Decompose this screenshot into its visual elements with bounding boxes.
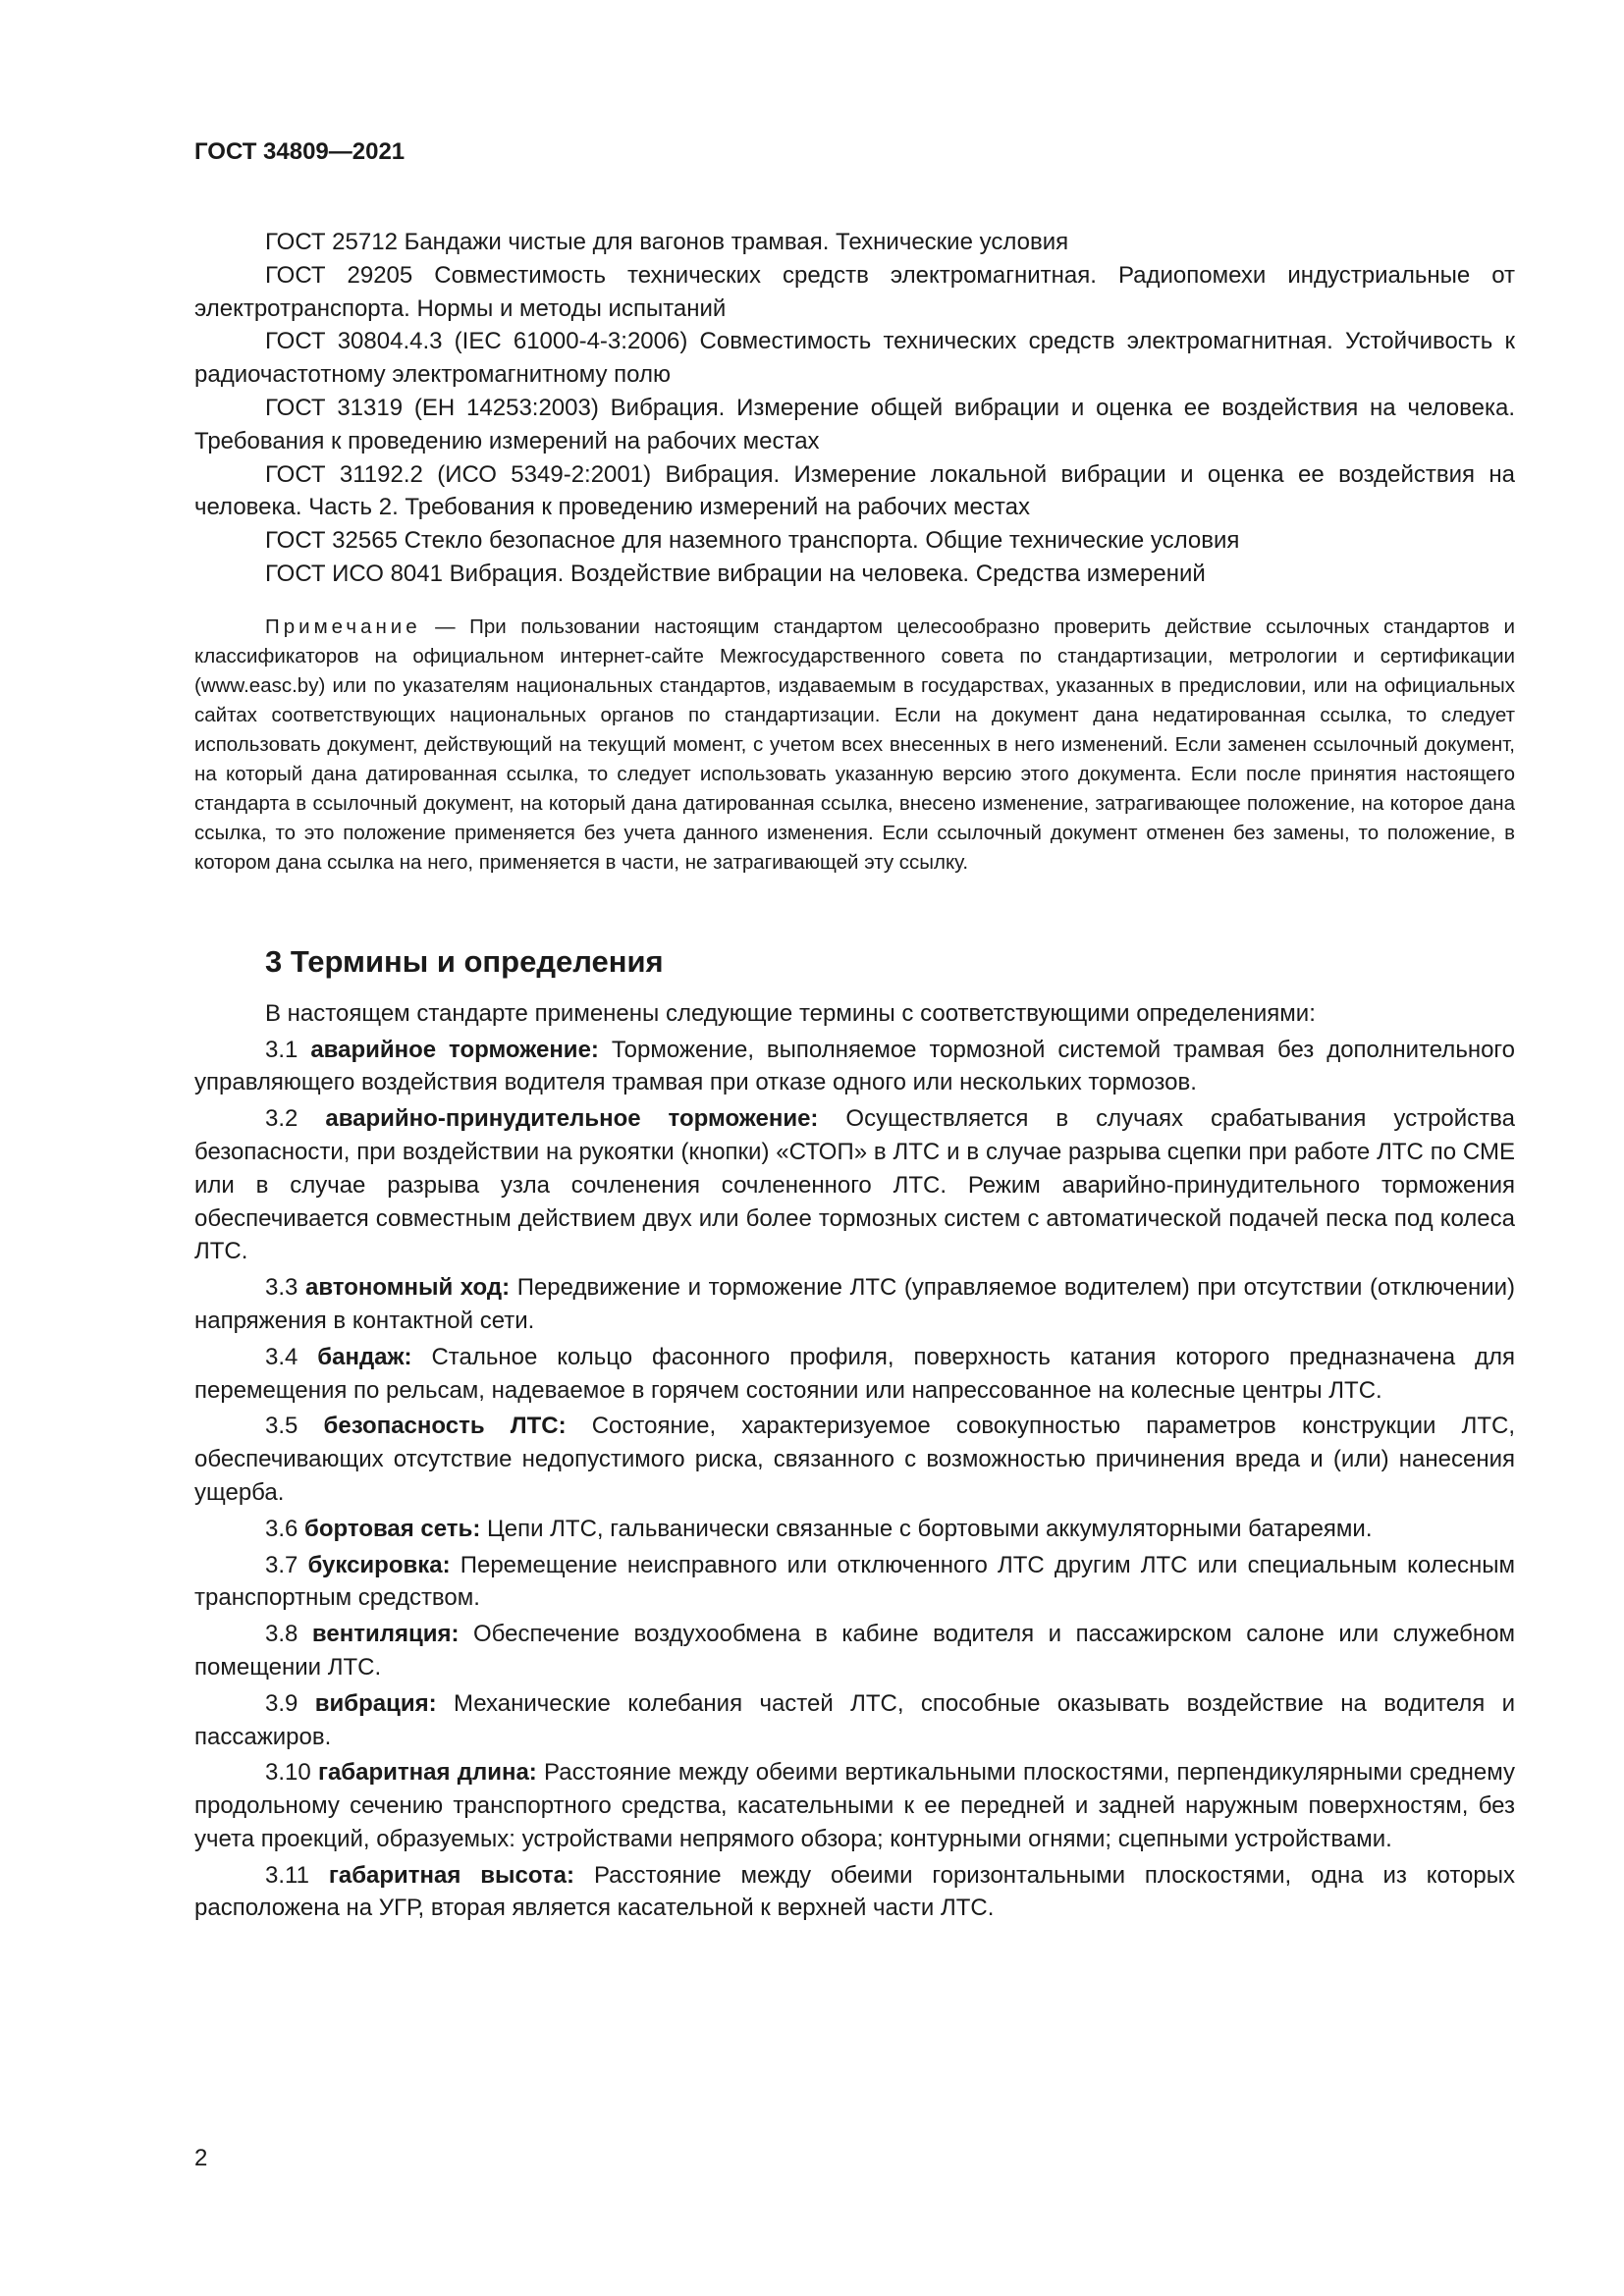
reference-item: ГОСТ 29205 Совместимость технических средств электромагнитная. Радиопомехи индустриальные от электротранспорта. Нормы и методы испытаний [194,261,1515,322]
term-definition: Стальное кольцо фасонного профиля, поверхность катания которого предназначена для перемещения по рельсам, надеваемое в горячем состоянии или напрессованное на колесные центры ЛТС. [194,1343,1515,1404]
term-entry [194,1687,1515,1754]
term-definition: Расстояние между обеими вертикальными плоскостями, перпендикулярными среднему продольному сечению транспортного средства, касательными к ее передней и задней наружным поверхностям, без учета проекций, образуемых: устройствами непрямого обзора; контурными огнями; сцепными устройствами. [194,1759,1515,1852]
reference-item: ГОСТ 31319 (ЕН 14253:2003) Вибрация. Измерение общей вибрации и оценка ее воздействия на человека. Требования к проведению измерений на рабочих местах [194,394,1515,454]
term-name: вибрация: [314,1689,437,1717]
note-dash: — [420,614,470,638]
term-entry [194,1410,1515,1509]
term-definition: Обеспечение воздухообмена в кабине водителя и пассажирском салоне или служебном помещении ЛТС. [194,1621,1515,1681]
term-number: 3.2 [265,1105,298,1133]
term-entry [194,1271,1515,1338]
terms-list [194,997,1515,1926]
page-number: 2 [194,2145,208,2171]
section-intro: В настоящем стандарте применены следующие термины с соответствующими определениями: [265,999,1316,1027]
term-number: 3.8 [265,1621,298,1648]
reference-item: ГОСТ 30804.4.3 (IEC 61000-4-3:2006) Совместимость технических средств электромагнитная. Устойчивость к радиочастотному электромагнитному полю [194,328,1515,389]
term-name: габаритная высота: [328,1861,575,1889]
term-name: бандаж: [317,1343,412,1370]
term-name: бортовая сеть: [304,1515,481,1542]
term-definition: Перемещение неисправного или отключенного ЛТС другим ЛТС или специальным колесным транспортным средством. [194,1551,1516,1612]
term-name: аварийное торможение: [310,1036,599,1063]
note-paragraph [194,613,1515,878]
term-definition: Механические колебания частей ЛТС, способные оказывать воздействие на водителя и пассажиров. [194,1689,1516,1750]
term-definition: Торможение, выполняемое тормозной системой трамвая без дополнительного управляющего воздействия водителя трамвая при отказе одного или нескольких тормозов. [194,1036,1515,1096]
term-entry [194,1756,1515,1855]
term-number: 3.11 [265,1861,309,1889]
term-definition: Состояние, характеризуемое совокупностью параметров конструкции ЛТС, обеспечивающих отсутствие недопустимого риска, связанного с возможностью причинения вреда и (или) нанесения ущерба. [194,1413,1516,1506]
term-number: 3.3 [265,1274,298,1302]
term-name: вентиляция: [311,1621,460,1648]
term-number: 3.6 [265,1515,298,1542]
term-entry [194,1034,1515,1100]
term-number: 3.9 [265,1689,298,1717]
term-entry [194,1549,1515,1616]
term-name: автономный ход: [304,1274,511,1302]
normative-references-list [194,226,1515,591]
reference-item: ГОСТ 32565 Стекло безопасное для наземного транспорта. Общие технические условия [265,527,1240,555]
reference-item: ГОСТ 25712 Бандажи чистые для вагонов трамвая. Технические условия [265,229,1069,255]
section-title: 3 Термины и определения [265,943,664,979]
document-header: ГОСТ 34809—2021 [194,138,406,165]
term-name: безопасность ЛТС: [323,1413,567,1440]
term-number: 3.4 [265,1343,298,1370]
term-entry [194,1859,1515,1926]
term-name: буксировка: [307,1551,451,1578]
term-number: 3.7 [265,1551,298,1578]
term-entry [194,1618,1515,1684]
reference-item: ГОСТ 31192.2 (ИСО 5349-2:2001) Вибрация. Измерение локальной вибрации и оценка ее воздействия на человека. Часть 2. Требования к проведению измерений на рабочих местах [194,460,1515,521]
term-entry [194,1341,1515,1408]
term-number: 3.5 [265,1413,298,1440]
document-page [194,137,1515,1925]
term-definition: Передвижение и торможение ЛТС (управляемое водителем) при отсутствии (отключении) напряжения в контактной сети. [194,1274,1516,1334]
note-text: При пользовании настоящим стандартом целесообразно проверить действие ссылочных стандартов и классификаторов на официальном интернет-сайте Межгосударственного совета по стандартизации, метрологии и сертификации (www.easc.by) или по указателям национальных стандартов, издаваемым в государствах, указанных в предисловии, или на официальных сайтах соответствующих национальных органов по стандартизации. Если на документ дана недатированная ссылка, то следует использовать документ, действующий на текущий момент, с учетом всех внесенных в него изменений. Если заменен ссылочный документ, на который дана датированная ссылка, то следует использовать указанную версию этого документа. Если после принятия настоящего стандарта в ссылочный документ, на который дана датированная ссылка, внесено изменение, затрагивающее положение, на которое дана ссылка, то это положение применяется без учета данного изменения. Если ссылочный документ отменен без замены, то положение, в котором дана ссылка на него, применяется в части, не затрагивающей эту ссылку. [194,614,1515,874]
term-entry [194,1513,1515,1546]
reference-item: ГОСТ ИСО 8041 Вибрация. Воздействие вибрации на человека. Средства измерений [265,560,1206,587]
term-definition: Расстояние между обеими горизонтальными плоскостями, одна из которых расположена на УГР, вторая является касательной к верхней части ЛТС. [194,1861,1516,1922]
term-number: 3.1 [265,1036,298,1063]
term-definition: Цепи ЛТС, гальванически связанные с бортовыми аккумуляторными батареями. [486,1515,1373,1542]
term-number: 3.10 [265,1759,311,1787]
term-name: габаритная длина: [317,1759,537,1787]
term-name: аварийно-принудительное торможение: [325,1105,819,1133]
term-entry [194,1102,1515,1268]
term-definition: Осуществляется в случаях срабатывания устройства безопасности, при воздействии на рукоятки (кнопки) «СТОП» в ЛТС и в случае разрыва сцепки при работе ЛТС по СМЕ или в случае разрыва узла сочленения сочлененного ЛТС. Режим аварийно-принудительного торможения обеспечивается совместным действием двух или более тормозных систем с автоматической подачей песка под колеса ЛТС. [194,1105,1516,1265]
note-label: Примечание [265,614,421,638]
